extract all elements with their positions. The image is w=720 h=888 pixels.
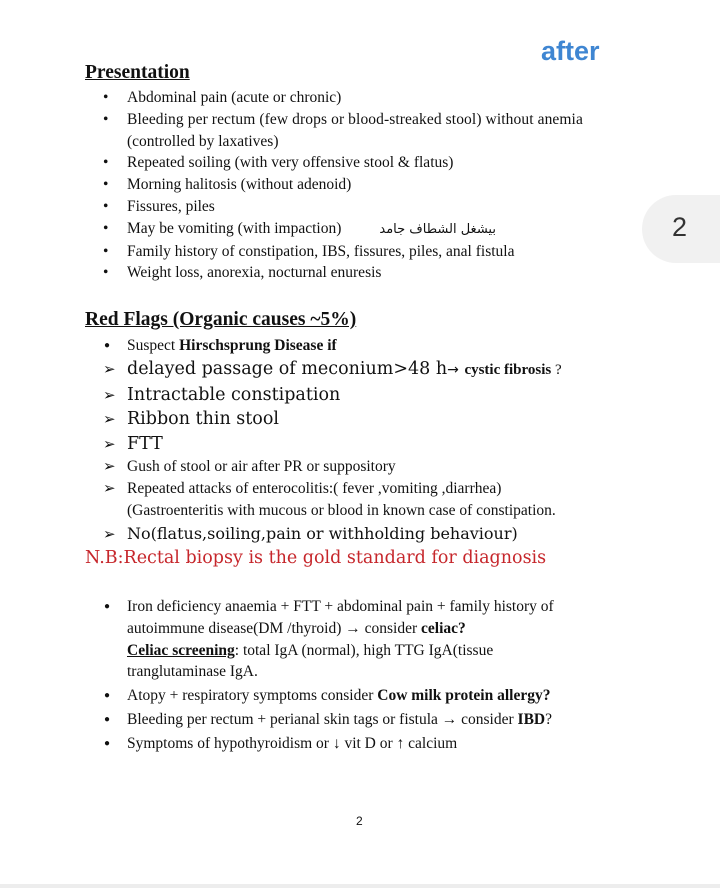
red-flags-list [103,357,562,547]
bottom-divider [0,884,720,888]
side-page-number: 2 [672,212,688,242]
list-item: ● Symptoms of hypothyroidism or ↓ vit D or ↑ calcium [103,733,554,755]
list-item: • Morning halitosis (without adenoid) [103,174,583,196]
suspect-list [103,335,337,357]
list-item: • Weight loss, anorexia, nocturnal enuresis [103,262,583,284]
list-item: ➢ Gush of stool or air after PR or suppository [103,456,562,478]
presentation-heading: Presentation [85,62,190,83]
list-item: • Bleeding per rectum (few drops or blood-streaked stool) without anemia (controlled by laxatives) [103,109,583,153]
list-item: • Fissures, piles [103,196,583,218]
other-causes-list [103,596,554,755]
page-number: 2 [356,814,363,828]
list-item: ➢ FTT [103,432,562,457]
after-label: after [541,36,600,66]
list-item: • Family history of constipation, IBS, fissures, piles, anal fistula [103,241,583,263]
list-item: ➢ Ribbon thin stool [103,407,562,432]
list-item: • May be vomiting (with impaction) بيشغل الشطاف جامد [103,218,583,241]
rectal-biopsy-note: N.B:Rectal biopsy is the gold standard for diagnosis [85,548,547,568]
presentation-list [103,87,583,284]
list-item: ➢ delayed passage of meconium>48 h→ cystic fibrosis ? [103,357,562,383]
list-item: ➢ No(flatus,soiling,pain or withholding behaviour) [103,522,562,547]
red-flags-heading: Red Flags (Organic causes ~5%) [85,309,357,330]
list-item: ● Bleeding per rectum + perianal skin tags or fistula → consider IBD? [103,709,554,731]
list-item: ● Atopy + respiratory symptoms consider Cow milk protein allergy? [103,685,554,707]
list-item: ➢ Intractable constipation [103,383,562,408]
arabic-note: بيشغل الشطاف جامد [379,221,496,237]
list-item: • Abdominal pain (acute or chronic) [103,87,583,109]
celiac-screening-label: Celiac screening [127,641,235,659]
list-item: ● Iron deficiency anaemia + FTT + abdominal pain + family history of autoimmune disease(DM /thyroid) → consider celiac? Celiac screening: total IgA (normal), high TTG IgA(tissue tranglutaminase IgA. [103,596,554,683]
list-item: ➢ Repeated attacks of enterocolitis:( fever ,vomiting ,diarrhea) (Gastroenteritis with mucous or blood in known case of constipation. [103,478,562,522]
list-item: • Repeated soiling (with very offensive stool & flatus) [103,152,583,174]
list-item: ● Suspect Hirschsprung Disease if [103,335,337,357]
